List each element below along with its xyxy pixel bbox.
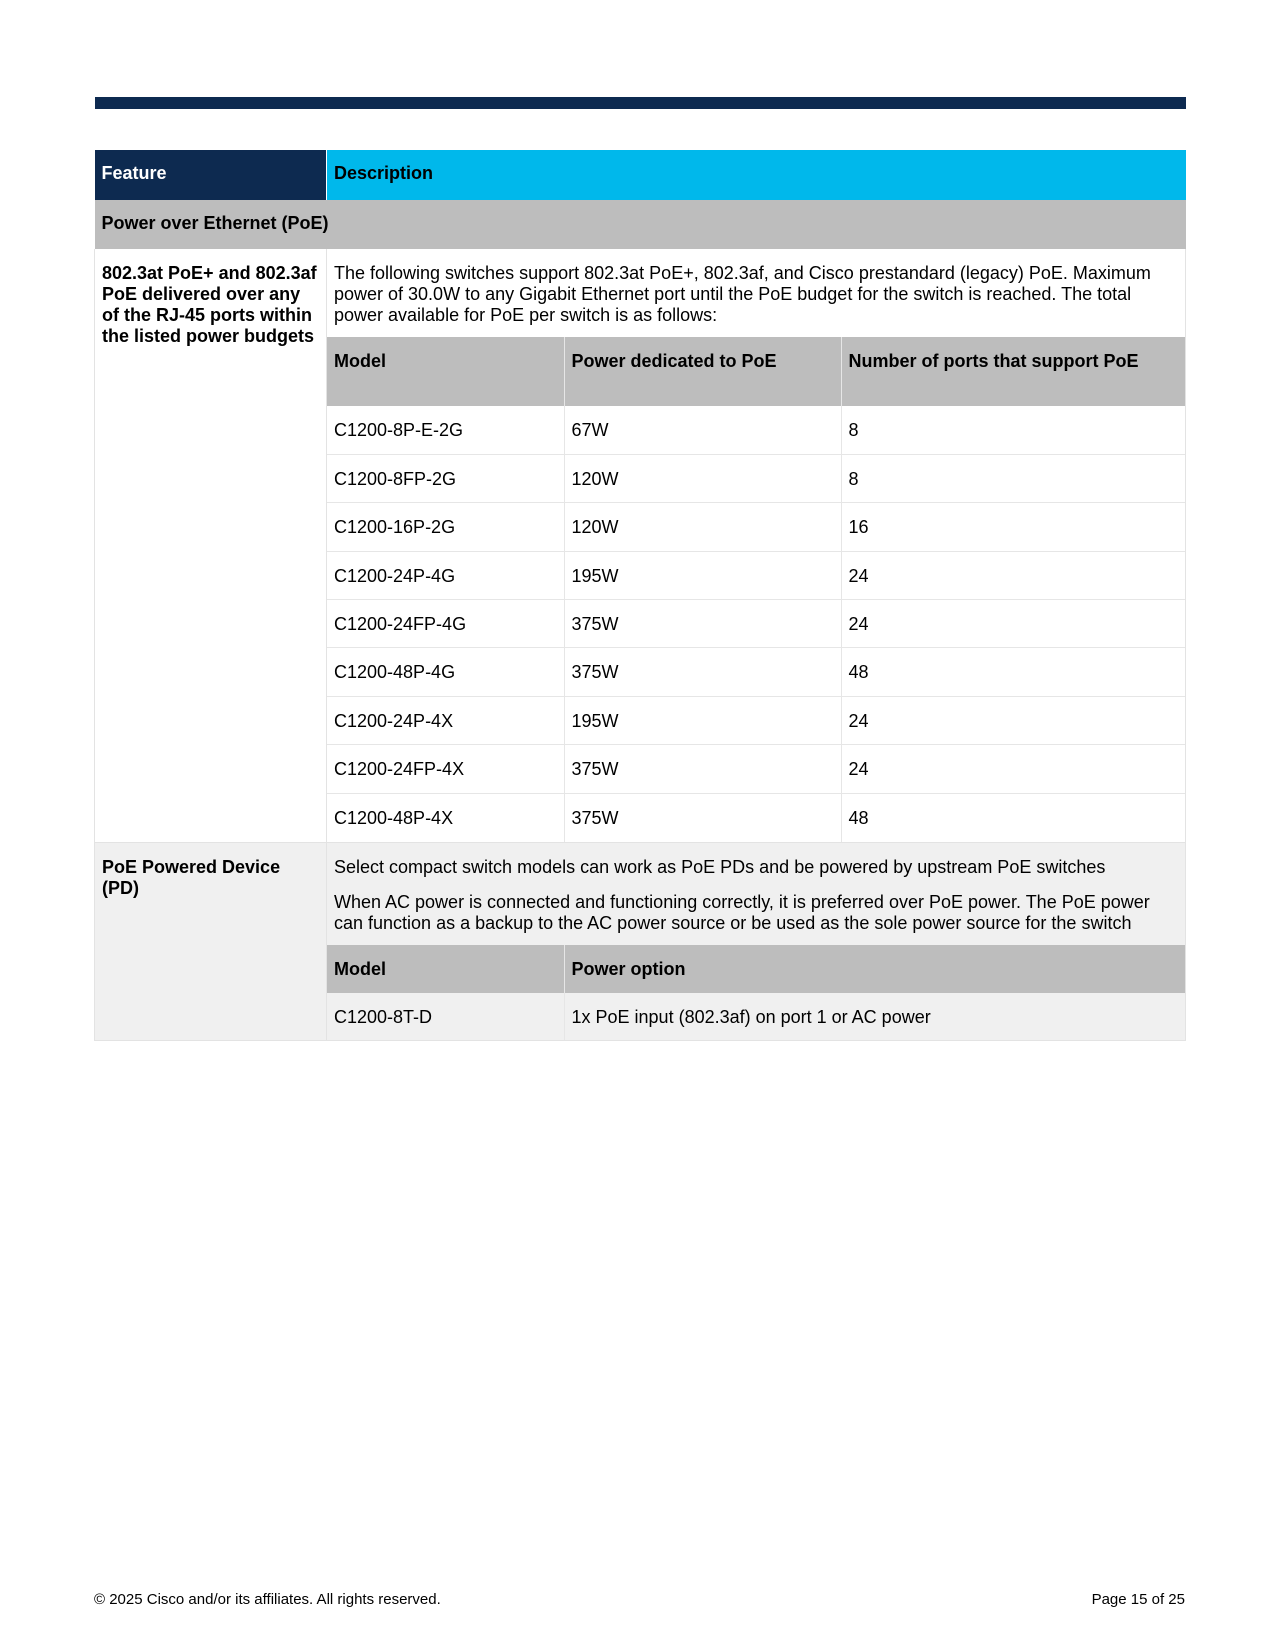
pd-model-column-header: Model [327, 945, 564, 993]
poe-intro-text: The following switches support 802.3at PoE+, 802.3af, and Cisco prestandard (legacy) PoE. Maximum power of 30.0W to any Gigabit Ethernet port until the PoE budget for the switch is reached. The total power available for PoE per switch is as follows: [334, 263, 1151, 325]
table-cell: 16 [841, 503, 1186, 551]
poe-description-cell [327, 249, 1186, 842]
table-row [327, 600, 1186, 648]
table-cell: C1200-16P-2G [327, 503, 564, 551]
table-row [327, 454, 1186, 502]
section-title: Power over Ethernet (PoE) [95, 200, 1186, 249]
feature-column-header: Feature [95, 150, 327, 200]
table-cell: 375W [564, 600, 841, 648]
pd-power-option-column-header: Power option [564, 945, 1186, 993]
ports-column-header: Number of ports that support PoE [841, 337, 1186, 406]
pd-feature-name: PoE Powered Device (PD) [95, 842, 327, 1040]
feature-table [94, 150, 1186, 1041]
table-cell: 195W [564, 551, 841, 599]
table-cell: C1200-8T-D [327, 993, 564, 1040]
table-cell: 48 [841, 793, 1186, 841]
poe-feature-row [95, 249, 1186, 842]
pd-feature-row [95, 842, 1186, 1040]
pd-model-table [327, 945, 1186, 1040]
table-cell: 195W [564, 696, 841, 744]
table-cell: 375W [564, 745, 841, 793]
page-number: Page 15 of 25 [1091, 1591, 1185, 1608]
table-cell: C1200-8P-E-2G [334, 420, 464, 440]
pd-paragraph-1: Select compact switch models can work as PoE PDs and be powered by upstream PoE switches [334, 856, 1106, 877]
table-row [327, 696, 1186, 744]
table-row [327, 993, 1186, 1040]
pd-paragraph-2: When AC power is connected and functioning correctly, it is preferred over PoE power. The PoE power can function as a backup to the AC power source or be used as the sole power source for the switch [334, 891, 1150, 933]
table-cell: 120W [564, 503, 841, 551]
table-cell: C1200-24FP-4G [327, 600, 564, 648]
table-cell: 24 [841, 745, 1186, 793]
pd-header-row [327, 945, 1186, 993]
poe-budget-header-row [327, 337, 1186, 406]
model-column-header: Model [327, 337, 564, 406]
power-column-header: Power dedicated to PoE [564, 337, 841, 406]
table-cell: 375W [564, 648, 841, 696]
table-cell: 24 [841, 600, 1186, 648]
table-cell: 24 [841, 551, 1186, 599]
section-row [95, 200, 1186, 249]
table-row [327, 648, 1186, 696]
poe-budget-table [327, 337, 1186, 842]
description-column-header: Description [327, 150, 1186, 200]
table-cell: 67W [564, 406, 841, 454]
table-cell: 375W [564, 793, 841, 841]
table-cell: C1200-24P-4G [327, 551, 564, 599]
table-cell: 8 [841, 406, 1186, 454]
table-cell: 8 [841, 454, 1186, 502]
header-rule [95, 97, 1186, 109]
table-cell: 1x PoE input (802.3af) on port 1 or AC power [564, 993, 1186, 1040]
table-cell: 120W [564, 454, 841, 502]
table-header-row [95, 150, 1186, 200]
table-cell: 24 [841, 696, 1186, 744]
pd-description-cell [327, 842, 1186, 1040]
poe-feature-name: 802.3at PoE+ and 802.3af PoE delivered over any of the RJ-45 ports within the listed power budgets [95, 249, 327, 842]
table-cell: C1200-24FP-4X [327, 745, 564, 793]
table-cell: 48 [841, 648, 1186, 696]
pd-description-text [327, 843, 1185, 945]
table-row [327, 793, 1186, 841]
copyright-notice: © 2025 Cisco and/or its affiliates. All rights reserved. [94, 1591, 441, 1608]
table-row [327, 503, 1186, 551]
table-cell: C1200-24P-4X [327, 696, 564, 744]
table-row [327, 745, 1186, 793]
table-row [327, 551, 1186, 599]
table-cell: C1200-8FP-2G [327, 454, 564, 502]
table-cell: C1200-48P-4X [327, 793, 564, 841]
table-row [327, 406, 1186, 454]
table-cell: C1200-48P-4G [327, 648, 564, 696]
